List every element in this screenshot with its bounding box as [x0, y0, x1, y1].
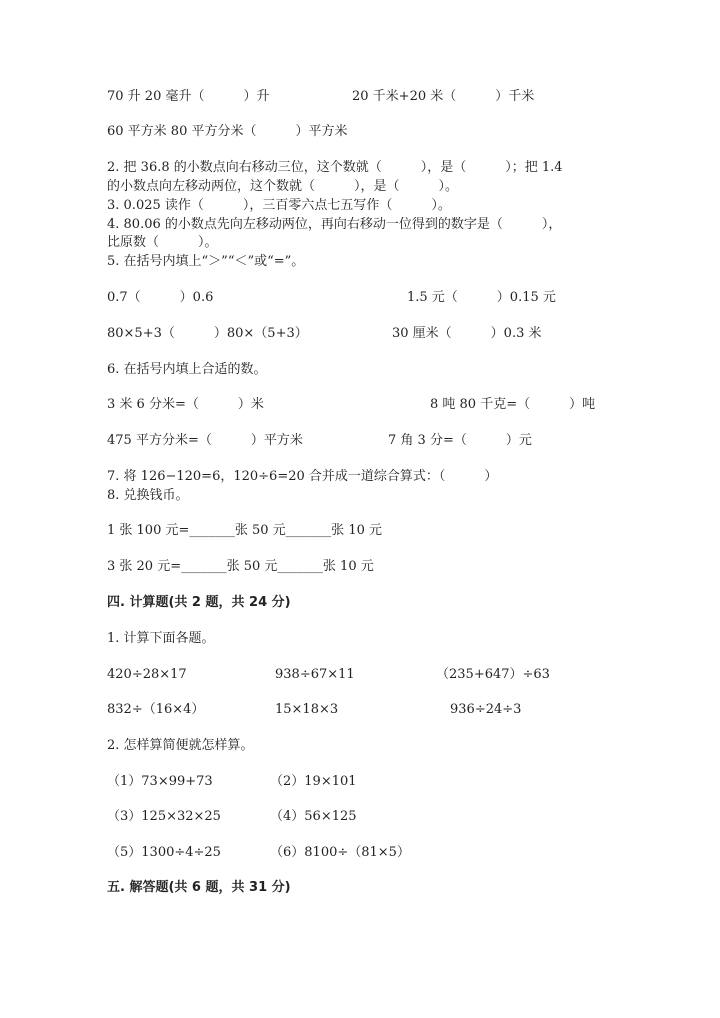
calc-item: 936÷24÷3 [450, 702, 522, 717]
simplify-item: （2）19×101 [270, 774, 357, 789]
calc-item: 420÷28×17 [107, 667, 187, 682]
fill-item: 70 升 20 毫升（ ）升 [107, 89, 270, 104]
calc-item: 15×18×3 [275, 702, 339, 717]
fill-item: 8 吨 80 千克=（ ）吨 [430, 397, 596, 412]
fill-item: 7 角 3 分=（ ）元 [388, 433, 532, 448]
question-4-line: 比原数（ ）。 [107, 235, 218, 250]
question-title: 1. 计算下面各题。 [107, 631, 215, 646]
fill-item: 20 千米+20 米（ ）千米 [352, 89, 535, 104]
simplify-item: （3）125×32×25 [107, 809, 221, 824]
compare-item: 0.7（ ）0.6 [107, 290, 214, 305]
calc-item: 938÷67×11 [275, 667, 355, 682]
exchange-item: 3 张 20 元=_______张 50 元_______张 10 元 [107, 559, 374, 574]
simplify-item: （5）1300÷4÷25 [107, 845, 221, 860]
exchange-item: 1 张 100 元=_______张 50 元_______张 10 元 [107, 523, 382, 538]
question-title: 2. 怎样算简便就怎样算。 [107, 738, 254, 753]
compare-item: 30 厘米（ ）0.3 米 [392, 326, 542, 341]
section-heading: 四. 计算题(共 2 题，共 24 分) [107, 595, 291, 610]
question-2-line: 的小数点向左移动两位，这个数就（ ），是（ ）。 [107, 179, 459, 194]
question-3-line: 3. 0.025 读作（ ），三百零六点七五写作（ ）。 [107, 198, 451, 213]
calc-item: 832÷（16×4） [107, 702, 205, 717]
question-5-title: 5. 在括号内填上“＞”“＜”或“=”。 [107, 254, 305, 269]
question-2-line: 2. 把 36.8 的小数点向右移动三位，这个数就（ ），是（ ）；把 1.4 [107, 160, 563, 175]
question-7-line: 7. 将 126−120=6，120÷6=20 合并成一道综合算式：（ ） [107, 469, 498, 484]
section-heading: 五. 解答题(共 6 题，共 31 分) [107, 880, 291, 895]
fill-item: 475 平方分米=（ ）平方米 [107, 433, 303, 448]
fill-item: 60 平方米 80 平方分米（ ）平方米 [107, 124, 348, 139]
calc-item: （235+647）÷63 [436, 667, 550, 682]
simplify-item: （1）73×99+73 [107, 774, 213, 789]
question-8-title: 8. 兑换钱币。 [107, 488, 189, 503]
question-4-line: 4. 80.06 的小数点先向左移动两位，再向右移动一位得到的数字是（ ）， [107, 217, 562, 232]
question-6-title: 6. 在括号内填上合适的数。 [107, 362, 267, 377]
simplify-item: （4）56×125 [270, 809, 357, 824]
fill-item: 3 米 6 分米=（ ）米 [107, 397, 264, 412]
simplify-item: （6）8100÷（81×5） [270, 845, 410, 860]
compare-item: 80×5+3（ ）80×（5+3） [107, 326, 308, 341]
compare-item: 1.5 元（ ）0.15 元 [407, 290, 556, 305]
